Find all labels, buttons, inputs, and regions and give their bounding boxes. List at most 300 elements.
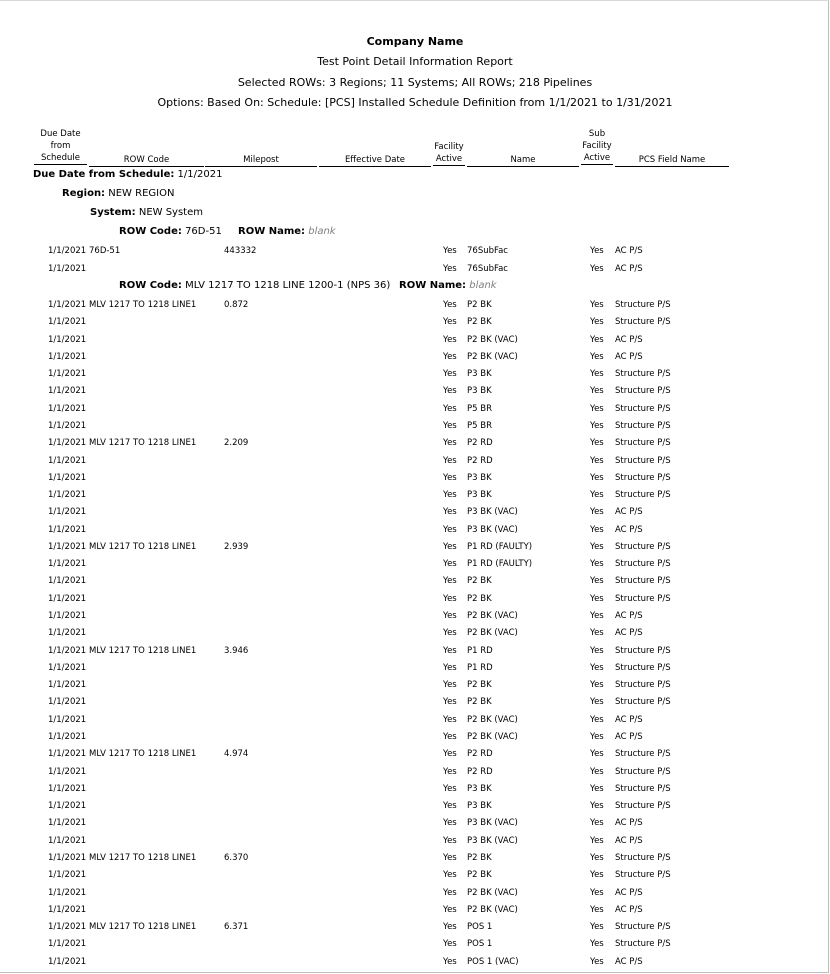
row-code-cell: MLV 1217 TO 1218 LINE1: [89, 749, 197, 760]
due-date-cell: 1/1/2021: [48, 628, 87, 639]
table-row: [0, 576, 830, 593]
sub-facility-active-cell: Yes: [590, 438, 604, 449]
due-date-cell: 1/1/2021: [48, 956, 87, 967]
pcs-field-name-cell: Structure P/S: [615, 801, 671, 812]
due-date-cell: 1/1/2021: [48, 264, 87, 274]
milepost-cell: 0.872: [224, 300, 249, 310]
table-row: [0, 646, 830, 663]
col-sub-facility-active: [581, 128, 613, 165]
pcs-field-name-cell: Structure P/S: [615, 576, 671, 587]
col-pcs-field-name-label: PCS Field Name: [638, 155, 706, 165]
sub-facility-active-cell: Yes: [590, 714, 604, 725]
col-facility-line2: Active: [435, 154, 463, 164]
company-name: Company Name: [366, 35, 464, 48]
sub-facility-active-cell: Yes: [590, 264, 604, 274]
sub-facility-active-cell: Yes: [590, 697, 604, 708]
col-pcs-field-name: [615, 154, 729, 167]
name-cell: P2 BK (VAC): [467, 628, 518, 639]
due-date-cell: 1/1/2021: [48, 300, 87, 310]
due-date-cell: 1/1/2021: [48, 593, 87, 604]
name-cell: P3 BK: [467, 801, 492, 812]
facility-active-cell: Yes: [443, 576, 457, 587]
pcs-field-name-cell: Structure P/S: [615, 455, 671, 466]
pcs-field-name-cell: Structure P/S: [615, 300, 671, 310]
sub-facility-active-cell: Yes: [590, 922, 604, 933]
due-date-cell: 1/1/2021: [48, 524, 87, 535]
facility-active-cell: Yes: [443, 559, 457, 570]
name-cell: P2 BK: [467, 300, 492, 310]
row-group-header-1: [119, 226, 222, 237]
due-date-group-label: Due Date from Schedule:: [33, 169, 175, 180]
name-cell: P1 RD (FAULTY): [467, 559, 533, 570]
row-code-cell: MLV 1217 TO 1218 LINE1: [89, 852, 197, 863]
name-cell: 76SubFac: [467, 264, 508, 274]
table-row: [0, 335, 830, 352]
table-row: [0, 421, 830, 438]
sub-facility-active-cell: Yes: [590, 818, 604, 829]
name-cell: P2 BK: [467, 576, 492, 587]
name-cell: P1 RD: [467, 662, 493, 673]
facility-active-cell: Yes: [443, 818, 457, 829]
report-title: Test Point Detail Information Report: [317, 55, 513, 68]
sub-facility-active-cell: Yes: [590, 300, 604, 310]
milepost-cell: 4.974: [224, 749, 249, 760]
due-date-group-header: [33, 169, 222, 180]
due-date-cell: 1/1/2021: [48, 939, 87, 950]
col-due-date-line2: from: [50, 141, 71, 151]
row-code-cell: MLV 1217 TO 1218 LINE1: [89, 438, 197, 449]
row-code-value: MLV 1217 TO 1218 LINE 1200-1 (NPS 36): [185, 280, 391, 291]
name-cell: P2 BK: [467, 870, 492, 881]
name-cell: P5 BR: [467, 403, 492, 414]
due-date-cell: 1/1/2021: [48, 662, 87, 673]
due-date-cell: 1/1/2021: [48, 438, 87, 449]
facility-active-cell: Yes: [443, 455, 457, 466]
table-row: [0, 939, 830, 956]
pcs-field-name-cell: Structure P/S: [615, 559, 671, 570]
pcs-field-name-cell: Structure P/S: [615, 490, 671, 501]
sub-facility-active-cell: Yes: [590, 835, 604, 846]
col-due-date: [34, 128, 87, 165]
table-row: [0, 594, 830, 611]
facility-active-cell: Yes: [443, 801, 457, 812]
pcs-field-name-cell: AC P/S: [615, 628, 643, 639]
pcs-field-name-cell: Structure P/S: [615, 939, 671, 950]
col-name-label: Name: [510, 155, 536, 165]
facility-active-cell: Yes: [443, 835, 457, 846]
sub-facility-active-cell: Yes: [590, 576, 604, 587]
pcs-field-name-cell: Structure P/S: [615, 645, 671, 656]
name-cell: P3 BK (VAC): [467, 818, 518, 829]
region-group-header: [62, 188, 174, 199]
due-date-cell: 1/1/2021: [48, 403, 87, 414]
due-date-cell: 1/1/2021: [48, 922, 87, 933]
pcs-field-name-cell: Structure P/S: [615, 593, 671, 604]
pcs-field-name-cell: Structure P/S: [615, 680, 671, 691]
row-code-value: 76D-51: [185, 226, 222, 237]
due-date-cell: 1/1/2021: [48, 611, 87, 622]
name-cell: P3 BK: [467, 386, 492, 397]
sub-facility-active-cell: Yes: [590, 403, 604, 414]
sub-facility-active-cell: Yes: [590, 801, 604, 812]
facility-active-cell: Yes: [443, 714, 457, 725]
col-effective-date-label: Effective Date: [344, 155, 406, 165]
sub-facility-active-cell: Yes: [590, 420, 604, 431]
table-row: [0, 853, 830, 870]
name-cell: P1 RD (FAULTY): [467, 541, 533, 552]
table-row: [0, 264, 830, 281]
sub-facility-active-cell: Yes: [590, 680, 604, 691]
table-row: [0, 767, 830, 784]
sub-facility-active-cell: Yes: [590, 783, 604, 794]
facility-active-cell: Yes: [443, 922, 457, 933]
sub-facility-active-cell: Yes: [590, 317, 604, 328]
col-milepost: [205, 154, 317, 167]
sub-facility-active-cell: Yes: [590, 611, 604, 622]
facility-active-cell: Yes: [443, 541, 457, 552]
pcs-field-name-cell: AC P/S: [615, 611, 643, 622]
pcs-field-name-cell: AC P/S: [615, 835, 643, 846]
facility-active-cell: Yes: [443, 593, 457, 604]
row-group-header-2: [119, 280, 390, 291]
sub-facility-active-cell: Yes: [590, 351, 604, 362]
table-row: [0, 697, 830, 714]
sub-facility-active-cell: Yes: [590, 541, 604, 552]
row-code-cell: MLV 1217 TO 1218 LINE1: [89, 645, 197, 656]
name-cell: P2 BK (VAC): [467, 611, 518, 622]
facility-active-cell: Yes: [443, 628, 457, 639]
region-value: NEW REGION: [108, 188, 175, 199]
name-cell: P5 BR: [467, 420, 492, 431]
table-row: [0, 715, 830, 732]
table-row: [0, 922, 830, 939]
milepost-cell: 3.946: [224, 645, 249, 656]
facility-active-cell: Yes: [443, 611, 457, 622]
sub-facility-active-cell: Yes: [590, 662, 604, 673]
facility-active-cell: Yes: [443, 766, 457, 777]
pcs-field-name-cell: AC P/S: [615, 956, 643, 967]
sub-facility-active-cell: Yes: [590, 472, 604, 483]
due-date-cell: 1/1/2021: [48, 818, 87, 829]
pcs-field-name-cell: Structure P/S: [615, 438, 671, 449]
row-name-value: blank: [308, 226, 336, 237]
facility-active-cell: Yes: [443, 887, 457, 898]
table-row: [0, 888, 830, 905]
sub-facility-active-cell: Yes: [590, 645, 604, 656]
due-date-cell: 1/1/2021: [48, 455, 87, 466]
col-due-date-line3: Schedule: [40, 153, 81, 163]
sub-facility-active-cell: Yes: [590, 524, 604, 535]
row-code-cell: 76D-51: [89, 246, 121, 256]
due-date-cell: 1/1/2021: [48, 507, 87, 518]
due-date-cell: 1/1/2021: [48, 835, 87, 846]
table-row: [0, 525, 830, 542]
table-row: [0, 784, 830, 801]
name-cell: P3 BK (VAC): [467, 507, 518, 518]
name-cell: P3 BK: [467, 783, 492, 794]
name-cell: 76SubFac: [467, 246, 508, 256]
due-date-cell: 1/1/2021: [48, 732, 87, 742]
facility-active-cell: Yes: [443, 852, 457, 863]
table-row: [0, 559, 830, 576]
due-date-cell: 1/1/2021: [48, 904, 87, 915]
table-row: [0, 870, 830, 887]
facility-active-cell: Yes: [443, 939, 457, 950]
col-sub-line3: Active: [583, 153, 611, 163]
due-date-group-value: 1/1/2021: [177, 169, 223, 180]
name-cell: P3 BK (VAC): [467, 524, 518, 535]
pcs-field-name-cell: AC P/S: [615, 334, 643, 345]
due-date-cell: 1/1/2021: [48, 559, 87, 570]
facility-active-cell: Yes: [443, 870, 457, 881]
facility-active-cell: Yes: [443, 697, 457, 708]
due-date-cell: 1/1/2021: [48, 645, 87, 656]
facility-active-cell: Yes: [443, 334, 457, 345]
facility-active-cell: Yes: [443, 351, 457, 362]
due-date-cell: 1/1/2021: [48, 369, 87, 380]
table-row: [0, 749, 830, 766]
due-date-cell: 1/1/2021: [48, 334, 87, 345]
pcs-field-name-cell: AC P/S: [615, 264, 643, 274]
due-date-cell: 1/1/2021: [48, 317, 87, 328]
facility-active-cell: Yes: [443, 524, 457, 535]
row-code-cell: MLV 1217 TO 1218 LINE1: [89, 922, 197, 933]
due-date-cell: 1/1/2021: [48, 351, 87, 362]
milepost-cell: 2.939: [224, 541, 249, 552]
due-date-cell: 1/1/2021: [48, 697, 87, 708]
pcs-field-name-cell: Structure P/S: [615, 697, 671, 708]
pcs-field-name-cell: Structure P/S: [615, 369, 671, 380]
facility-active-cell: Yes: [443, 956, 457, 967]
col-name: [467, 154, 579, 167]
milepost-cell: 443332: [224, 246, 257, 256]
sub-facility-active-cell: Yes: [590, 939, 604, 950]
pcs-field-name-cell: Structure P/S: [615, 386, 671, 397]
due-date-cell: 1/1/2021: [48, 490, 87, 501]
table-row: [0, 300, 830, 317]
due-date-cell: 1/1/2021: [48, 801, 87, 812]
sub-facility-active-cell: Yes: [590, 870, 604, 881]
row-name-value: blank: [469, 280, 497, 291]
table-row: [0, 456, 830, 473]
sub-facility-active-cell: Yes: [590, 334, 604, 345]
name-cell: P2 BK: [467, 852, 492, 863]
sub-facility-active-cell: Yes: [590, 749, 604, 760]
row-code-cell: MLV 1217 TO 1218 LINE1: [89, 541, 197, 552]
sub-facility-active-cell: Yes: [590, 628, 604, 639]
table-row: [0, 386, 830, 403]
pcs-field-name-cell: AC P/S: [615, 904, 643, 915]
facility-active-cell: Yes: [443, 386, 457, 397]
sub-facility-active-cell: Yes: [590, 369, 604, 380]
name-cell: P2 BK: [467, 680, 492, 691]
facility-active-cell: Yes: [443, 264, 457, 274]
table-row: [0, 818, 830, 835]
table-row: [0, 680, 830, 697]
table-row: [0, 404, 830, 421]
name-cell: POS 1 (VAC): [467, 956, 519, 967]
name-cell: P2 BK (VAC): [467, 351, 518, 362]
facility-active-cell: Yes: [443, 904, 457, 915]
facility-active-cell: Yes: [443, 317, 457, 328]
region-label: Region:: [62, 188, 106, 199]
col-row-code: [89, 154, 204, 167]
pcs-field-name-cell: AC P/S: [615, 818, 643, 829]
due-date-cell: 1/1/2021: [48, 246, 87, 256]
system-group-header: [90, 207, 203, 218]
table-row: [0, 905, 830, 922]
due-date-cell: 1/1/2021: [48, 870, 87, 881]
pcs-field-name-cell: Structure P/S: [615, 317, 671, 328]
col-row-code-label: ROW Code: [123, 155, 170, 165]
facility-active-cell: Yes: [443, 680, 457, 691]
facility-active-cell: Yes: [443, 300, 457, 310]
due-date-cell: 1/1/2021: [48, 576, 87, 587]
pcs-field-name-cell: Structure P/S: [615, 749, 671, 760]
col-facility-line1: Facility: [434, 142, 464, 152]
col-sub-line1: Sub: [588, 129, 606, 139]
facility-active-cell: Yes: [443, 403, 457, 414]
pcs-field-name-cell: Structure P/S: [615, 922, 671, 933]
row-name-label: ROW Name:: [238, 226, 306, 237]
name-cell: P2 BK: [467, 697, 492, 708]
milepost-cell: 2.209: [224, 438, 249, 449]
name-cell: P3 BK: [467, 472, 492, 483]
table-row: [0, 801, 830, 818]
name-cell: P2 RD: [467, 438, 493, 449]
row-name-group-2: [399, 280, 497, 291]
name-cell: P2 RD: [467, 455, 493, 466]
sub-facility-active-cell: Yes: [590, 386, 604, 397]
sub-facility-active-cell: Yes: [590, 732, 604, 742]
name-cell: P2 BK (VAC): [467, 887, 518, 898]
name-cell: P2 BK: [467, 593, 492, 604]
pcs-field-name-cell: Structure P/S: [615, 541, 671, 552]
sub-facility-active-cell: Yes: [590, 904, 604, 915]
name-cell: P3 BK: [467, 490, 492, 501]
page-top-border: [0, 0, 829, 1]
table-row: [0, 246, 830, 263]
sub-facility-active-cell: Yes: [590, 887, 604, 898]
pcs-field-name-cell: AC P/S: [615, 732, 643, 742]
pcs-field-name-cell: AC P/S: [615, 351, 643, 362]
table-row: [0, 507, 830, 524]
pcs-field-name-cell: Structure P/S: [615, 783, 671, 794]
col-facility-active: [433, 141, 465, 166]
report-selection: Selected ROWs: 3 Regions; 11 Systems; All ROWs; 218 Pipelines: [237, 76, 593, 89]
table-row: [0, 611, 830, 628]
system-value: NEW System: [138, 207, 203, 218]
table-row: [0, 957, 830, 974]
facility-active-cell: Yes: [443, 507, 457, 518]
table-row: [0, 438, 830, 455]
name-cell: POS 1: [467, 939, 493, 950]
facility-active-cell: Yes: [443, 369, 457, 380]
due-date-cell: 1/1/2021: [48, 783, 87, 794]
table-row: [0, 473, 830, 490]
due-date-cell: 1/1/2021: [48, 420, 87, 431]
pcs-field-name-cell: Structure P/S: [615, 766, 671, 777]
name-cell: P1 RD: [467, 645, 493, 656]
row-code-label: ROW Code:: [119, 280, 182, 291]
pcs-field-name-cell: Structure P/S: [615, 662, 671, 673]
facility-active-cell: Yes: [443, 662, 457, 673]
due-date-cell: 1/1/2021: [48, 714, 87, 725]
due-date-cell: 1/1/2021: [48, 766, 87, 777]
name-cell: P2 BK (VAC): [467, 732, 518, 742]
col-effective-date: [319, 154, 431, 167]
due-date-cell: 1/1/2021: [48, 472, 87, 483]
pcs-field-name-cell: Structure P/S: [615, 870, 671, 881]
pcs-field-name-cell: AC P/S: [615, 246, 643, 256]
col-due-date-line1: Due Date: [40, 129, 81, 139]
due-date-cell: 1/1/2021: [48, 541, 87, 552]
facility-active-cell: Yes: [443, 246, 457, 256]
facility-active-cell: Yes: [443, 438, 457, 449]
name-cell: POS 1: [467, 922, 493, 933]
name-cell: P2 RD: [467, 766, 493, 777]
facility-active-cell: Yes: [443, 783, 457, 794]
facility-active-cell: Yes: [443, 490, 457, 501]
sub-facility-active-cell: Yes: [590, 593, 604, 604]
row-name-group-1: [238, 226, 336, 237]
name-cell: P2 BK (VAC): [467, 714, 518, 725]
pcs-field-name-cell: AC P/S: [615, 714, 643, 725]
due-date-cell: 1/1/2021: [48, 680, 87, 691]
sub-facility-active-cell: Yes: [590, 766, 604, 777]
name-cell: P2 BK (VAC): [467, 334, 518, 345]
pcs-field-name-cell: AC P/S: [615, 507, 643, 518]
row-code-cell: MLV 1217 TO 1218 LINE1: [89, 300, 197, 310]
sub-facility-active-cell: Yes: [590, 956, 604, 967]
row-code-label: ROW Code:: [119, 226, 182, 237]
facility-active-cell: Yes: [443, 472, 457, 483]
facility-active-cell: Yes: [443, 749, 457, 760]
pcs-field-name-cell: Structure P/S: [615, 403, 671, 414]
sub-facility-active-cell: Yes: [590, 455, 604, 466]
sub-facility-active-cell: Yes: [590, 507, 604, 518]
table-row: [0, 369, 830, 386]
due-date-cell: 1/1/2021: [48, 749, 87, 760]
col-milepost-label: Milepost: [243, 155, 279, 165]
pcs-field-name-cell: Structure P/S: [615, 852, 671, 863]
due-date-cell: 1/1/2021: [48, 887, 87, 898]
name-cell: P3 BK: [467, 369, 492, 380]
report-options: Options: Based On: Schedule: [PCS] Installed Schedule Definition from 1/1/2021 to 1/31/2021: [157, 96, 673, 109]
table-row: [0, 317, 830, 334]
col-sub-line2: Facility: [582, 141, 612, 151]
system-label: System:: [90, 207, 136, 218]
pcs-field-name-cell: AC P/S: [615, 887, 643, 898]
sub-facility-active-cell: Yes: [590, 852, 604, 863]
name-cell: P2 BK (VAC): [467, 904, 518, 915]
sub-facility-active-cell: Yes: [590, 246, 604, 256]
pcs-field-name-cell: AC P/S: [615, 524, 643, 535]
sub-facility-active-cell: Yes: [590, 490, 604, 501]
table-row: [0, 663, 830, 680]
table-row: [0, 732, 830, 749]
table-row: [0, 352, 830, 369]
facility-active-cell: Yes: [443, 420, 457, 431]
table-row: [0, 628, 830, 645]
milepost-cell: 6.371: [224, 922, 249, 933]
sub-facility-active-cell: Yes: [590, 559, 604, 570]
table-row: [0, 542, 830, 559]
table-row: [0, 836, 830, 853]
pcs-field-name-cell: Structure P/S: [615, 420, 671, 431]
table-row: [0, 490, 830, 507]
facility-active-cell: Yes: [443, 645, 457, 656]
